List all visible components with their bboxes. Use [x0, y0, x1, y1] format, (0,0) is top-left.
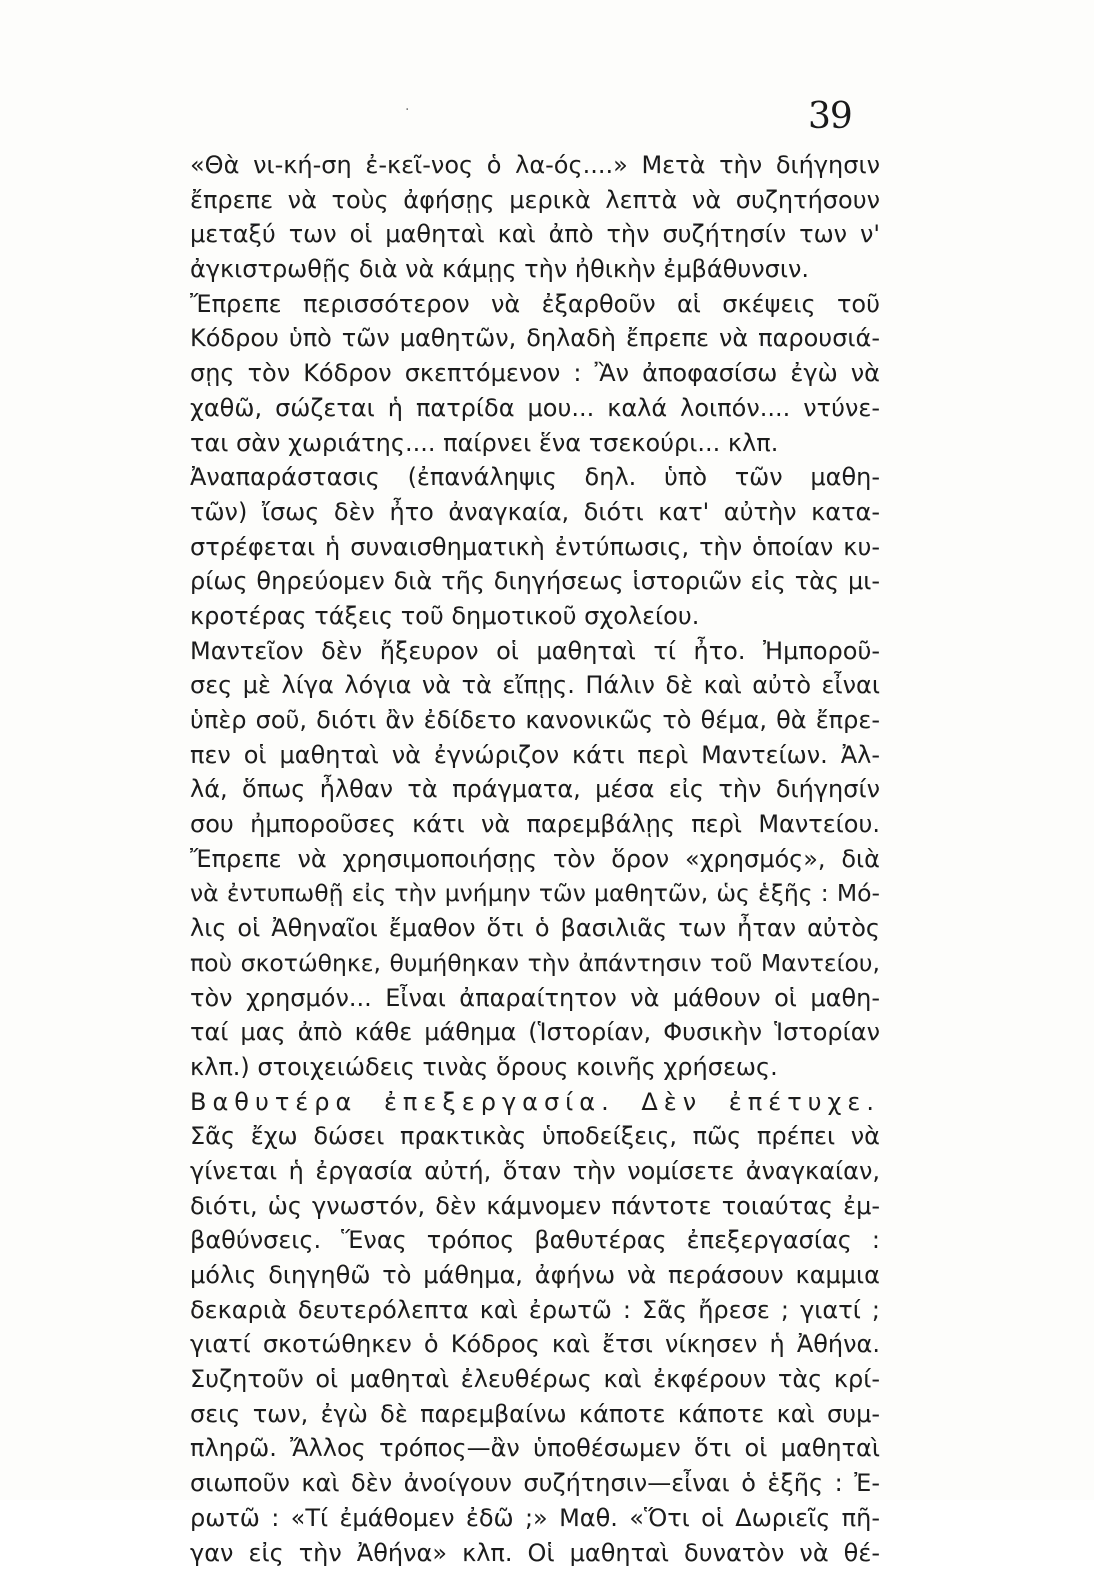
text-line: Ἔπρεπε περισσότερον νὰ ἐξαρθοῦν αἱ σκέψεις τοῦ [190, 287, 880, 322]
text-line: στρέφεται ἡ συναισθηματικὴ ἐντύπωσις, τὴν ὁποίαν κυ- [190, 530, 880, 565]
text-line: πληρῶ. Ἄλλος τρόπος—ἂν ὑποθέσωμεν ὅτι οἱ μαθηταὶ [190, 1431, 880, 1466]
text-line: γαν εἰς τὴν Ἀθήνα» κλπ. Οἱ μαθηταὶ δυνατὸν νὰ θέ- [190, 1536, 880, 1570]
text-line: μεταξύ των οἱ μαθηταὶ καὶ ἀπὸ τὴν συζήτησίν των ν' [190, 217, 880, 252]
text-line: σες μὲ λίγα λόγια νὰ τὰ εἴπῃς. Πάλιν δὲ καὶ αὐτὸ εἶναι [190, 668, 880, 703]
text-line: σου ἠμποροῦσες κάτι νὰ παρεμβάλῃς περὶ Μαντείου. [190, 807, 880, 842]
text-line: λά, ὅπως ἦλθαν τὰ πράγματα, μέσα εἰς τὴν διήγησίν [190, 772, 880, 807]
text-line: γίνεται ἡ ἐργασία αὐτή, ὅταν τὴν νομίσετε ἀναγκαίαν, [190, 1154, 880, 1189]
text-line: δεκαριὰ δευτερόλεπτα καὶ ἐρωτῶ : Σᾶς ἤρεσε ; γιατί ; [190, 1293, 880, 1328]
body-text [190, 148, 880, 1570]
text-line: ται σὰν χωριάτης.... παίρνει ἕνα τσεκούρι... κλπ. [190, 426, 880, 461]
text-line: Μαντεῖον δὲν ἤξευρον οἱ μαθηταὶ τί ἦτο. Ἠμποροῦ- [190, 634, 880, 669]
text-line: Συζητοῦν οἱ μαθηταὶ ἐλευθέρως καὶ ἐκφέρουν τὰς κρί- [190, 1362, 880, 1397]
text-line: τὸν χρησμόν... Εἶναι ἀπαραίτητον νὰ μάθουν οἱ μαθη- [190, 981, 880, 1016]
text-line: ποὺ σκοτώθηκε, θυμήθηκαν τὴν ἀπάντησιν τοῦ Μαντείου, [190, 946, 880, 981]
text-line: ὑπὲρ σοῦ, διότι ἂν ἐδίδετο κανονικῶς τὸ θέμα, θὰ ἔπρε- [190, 703, 880, 738]
text-line: χαθῶ, σώζεται ἡ πατρίδα μου... καλά λοιπόν.... ντύνε- [190, 391, 880, 426]
text-line: διότι, ὡς γνωστόν, δὲν κάμνομεν πάντοτε τοιαύτας ἐμ- [190, 1189, 880, 1224]
text-line: μόλις διηγηθῶ τὸ μάθημα, ἀφήνω νὰ περάσουν καμμια [190, 1258, 880, 1293]
text-line: «Θὰ νι-κή-ση ἐ-κεῖ-νος ὁ λα-ός....» Μετὰ τὴν διήγησιν [190, 148, 880, 183]
text-line: βαθύνσεις. Ἕνας τρόπος βαθυτέρας ἐπεξεργασίας : [190, 1223, 880, 1258]
text-line: σιωποῦν καὶ δὲν ἀνοίγουν συζήτησιν—εἶναι ὁ ἑξῆς : Ἐ- [190, 1466, 880, 1501]
text-line: λις οἱ Ἀθηναῖοι ἔμαθον ὅτι ὁ βασιλιᾶς των ἦταν αὐτὸς [190, 911, 880, 946]
scan-artifact: · [405, 102, 409, 118]
text-line: πεν οἱ μαθηταὶ νὰ ἐγνώριζον κάτι περὶ Μαντείων. Ἀλ- [190, 738, 880, 773]
text-line: ρωτῶ : «Τί ἐμάθομεν ἐδῶ ;» Μαθ. «Ὅτι οἱ Δωριεῖς πῆ- [190, 1501, 880, 1536]
text-line: Ἔπρεπε νὰ χρησιμοποιήσῃς τὸν ὅρον «χρησμός», διὰ [190, 842, 880, 877]
text-line: Κόδρου ὑπὸ τῶν μαθητῶν, δηλαδὴ ἔπρεπε νὰ παρουσιά- [190, 321, 880, 356]
text-line: ρίως θηρεύομεν διὰ τῆς διηγήσεως ἱστοριῶν εἰς τὰς μι- [190, 564, 880, 599]
page-number: 39 [808, 96, 852, 137]
text-line: σῃς τὸν Κόδρον σκεπτόμενον : Ἂν ἀποφασίσω ἐγὼ νὰ [190, 356, 880, 391]
text-line: Ἀναπαράστασις (ἐπανάληψις δηλ. ὑπὸ τῶν μαθη- [190, 460, 880, 495]
text-line: ταί μας ἀπὸ κάθε μάθημα (Ἱστορίαν, Φυσικὴν Ἱστορίαν [190, 1015, 880, 1050]
text-line: ἔπρεπε νὰ τοὺς ἀφήσῃς μερικὰ λεπτὰ νὰ συζητήσουν [190, 183, 880, 218]
text-line: ἀγκιστρωθῇς διὰ νὰ κάμῃς τὴν ἠθικὴν ἐμβάθυνσιν. [190, 252, 880, 287]
text-line: τῶν) ἴσως δὲν ἦτο ἀναγκαία, διότι κατ' αὐτὴν κατα- [190, 495, 880, 530]
text-line: κροτέρας τάξεις τοῦ δημοτικοῦ σχολείου. [190, 599, 880, 634]
section-heading-line: Βαθυτέρα ἐπεξεργασία. Δὲν ἐπέτυχε. [190, 1085, 880, 1120]
text-line: Σᾶς ἔχω δώσει πρακτικὰς ὑποδείξεις, πῶς πρέπει νὰ [190, 1119, 880, 1154]
text-line: νὰ ἐντυπωθῇ εἰς τὴν μνήμην τῶν μαθητῶν, ὡς ἑξῆς : Μό- [190, 876, 880, 911]
text-line: γιατί σκοτώθηκεν ὁ Κόδρος καὶ ἔτσι νίκησεν ἡ Ἀθήνα. [190, 1327, 880, 1362]
text-line: κλπ.) στοιχειώδεις τινὰς ὅρους κοινῆς χρήσεως. [190, 1050, 880, 1085]
text-line: σεις των, ἐγὼ δὲ παρεμβαίνω κάποτε κάποτε καὶ συμ- [190, 1397, 880, 1432]
